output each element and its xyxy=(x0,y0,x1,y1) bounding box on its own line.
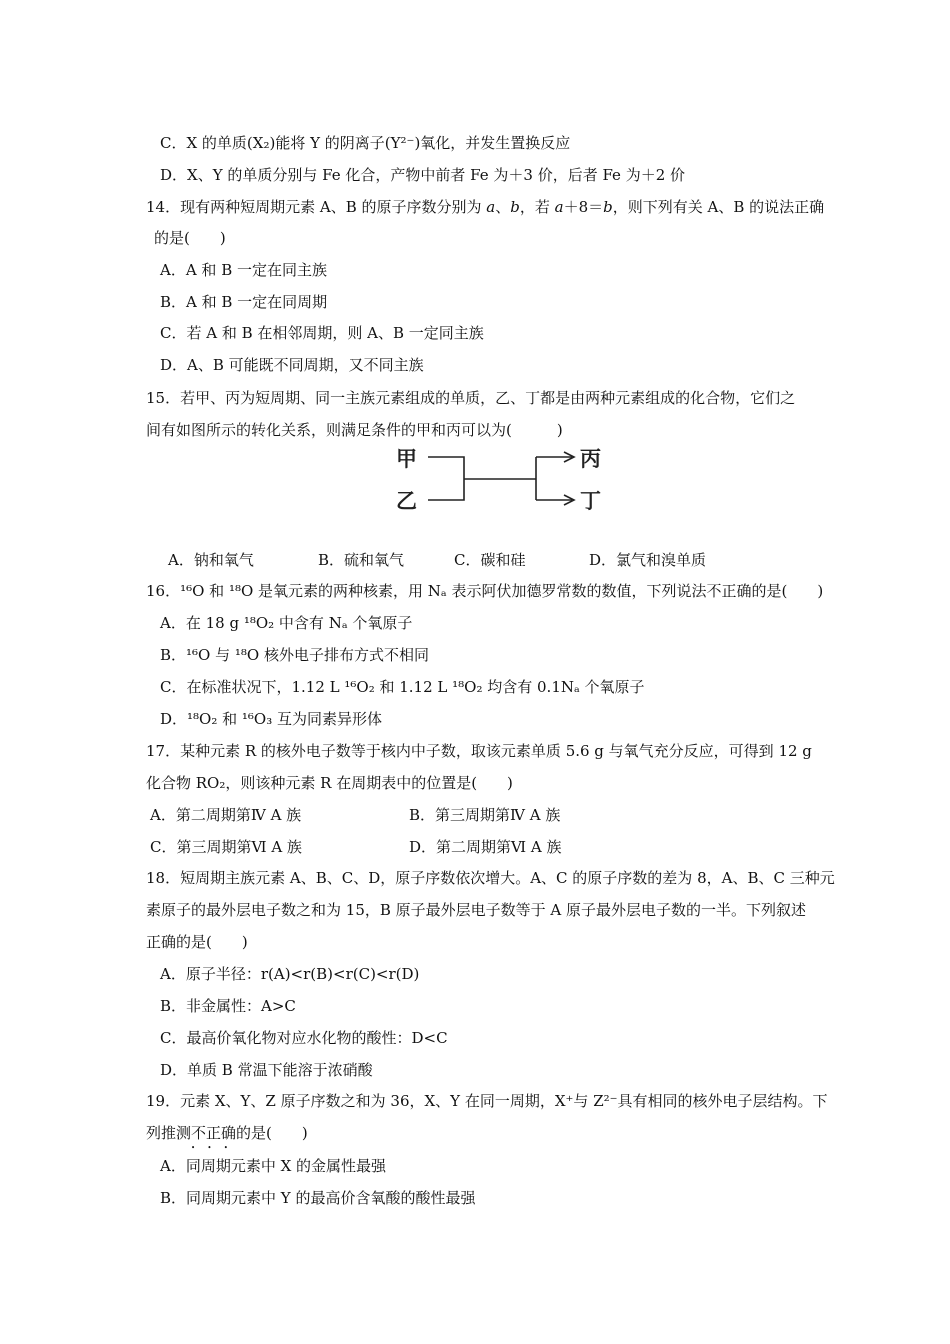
q17-option-b: B．第三周期第Ⅳ A 族 xyxy=(409,806,561,824)
q19-option-b: B．同周期元素中 Y 的最高价含氧酸的酸性最强 xyxy=(160,1189,476,1207)
q18-option-c: C．最高价氧化物对应水化物的酸性：D<C xyxy=(160,1029,448,1047)
q19-stem-line1: 19．元素 X、Y、Z 原子序数之和为 36，X、Y 在同一周期，X⁺与 Z²⁻具有相同的核外电子层结构。下 xyxy=(146,1092,828,1110)
q17-option-d: D．第二周期第Ⅵ A 族 xyxy=(409,838,562,856)
q16-option-d: D．¹⁸O₂ 和 ¹⁶O₃ 互为同素异形体 xyxy=(160,710,383,728)
q14-option-d: D．A、B 可能既不同周期，又不同主族 xyxy=(160,356,424,374)
diagram-ding: 丁 xyxy=(580,489,601,513)
q15-option-d: D．氯气和溴单质 xyxy=(589,551,707,569)
diagram-left-bracket xyxy=(428,457,464,500)
q15-stem-line1: 15．若甲、丙为短周期、同一主族元素组成的单质，乙、丁都是由两种元素组成的化合物，它们之 xyxy=(146,389,796,407)
q17-option-c: C．第三周期第Ⅵ A 族 xyxy=(150,838,302,856)
q19-stem-line2: 列推测不正确 • • •的是( ) xyxy=(146,1123,308,1143)
q14-stem-line2: 的是( ) xyxy=(154,229,226,247)
q15-conversion-diagram xyxy=(390,442,620,518)
q13-option-d: D．X、Y 的单质分别与 Fe 化合，产物中前者 Fe 为＋3 价，后者 Fe 为＋2 价 xyxy=(160,166,686,184)
diagram-yi: 乙 xyxy=(396,489,417,513)
q16-option-b: B．¹⁶O 与 ¹⁸O 核外电子排布方式不相同 xyxy=(160,646,429,664)
q19-option-a: A．同周期元素中 X 的金属性最强 xyxy=(160,1157,387,1175)
diagram-jia: 甲 xyxy=(396,447,417,471)
q18-option-a: A．原子半径：r(A)<r(B)<r(C)<r(D) xyxy=(160,965,420,983)
q16-stem: 16．¹⁶O 和 ¹⁸O 是氧元素的两种核素，用 Nₐ 表示阿伏加德罗常数的数值，下列说法不正确的是( ) xyxy=(146,582,824,600)
q17-stem-line2: 化合物 RO₂，则该种元素 R 在周期表中的位置是( ) xyxy=(146,774,513,792)
q13-option-c: C．X 的单质(X₂)能将 Y 的阴离子(Y²⁻)氧化，并发生置换反应 xyxy=(160,134,571,152)
q16-option-a: A．在 18 g ¹⁸O₂ 中含有 Nₐ 个氧原子 xyxy=(160,614,413,632)
q14-option-c: C．若 A 和 B 在相邻周期，则 A、B 一定同主族 xyxy=(160,324,484,342)
q18-option-d: D．单质 B 常温下能溶于浓硝酸 xyxy=(160,1061,373,1079)
q17-stem-line1: 17．某种元素 R 的核外电子数等于核内中子数，取该元素单质 5.6 g 与氧气充分反应，可得到 12 g xyxy=(146,742,812,760)
q18-option-b: B．非金属性：A>C xyxy=(160,997,296,1015)
q14-option-b: B．A 和 B 一定在同周期 xyxy=(160,293,328,311)
diagram-bing: 丙 xyxy=(580,447,601,471)
q17-option-a: A．第二周期第Ⅳ A 族 xyxy=(150,806,302,824)
q18-stem-line3: 正确的是( ) xyxy=(146,933,248,951)
q18-stem-line2: 素原子的最外层电子数之和为 15，B 原子最外层电子数等于 A 原子最外层电子数的一半。下列叙述 xyxy=(146,901,807,919)
q14-stem-line1: 14．现有两种短周期元素 A、B 的原子序数分别为 a、b，若 a＋8＝b，则下列有关 A、B 的说法正确 xyxy=(146,198,825,216)
q16-option-c: C．在标准状况下，1.12 L ¹⁶O₂ 和 1.12 L ¹⁸O₂ 均含有 0.1Nₐ 个氧原子 xyxy=(160,678,645,696)
q15-stem-line2: 间有如图所示的转化关系，则满足条件的甲和丙可以为( ) xyxy=(146,421,563,439)
q15-option-c: C．碳和硅 xyxy=(454,551,526,569)
q15-option-b: B．硫和氧气 xyxy=(318,551,405,569)
q15-option-a: A．钠和氧气 xyxy=(168,551,254,569)
emphasis-dotted-text: 不正确 • • • xyxy=(191,1124,236,1142)
q18-stem-line1: 18．短周期主族元素 A、B、C、D，原子序数依次增大。A、C 的原子序数的差为 8，A、B、C 三种元 xyxy=(146,869,835,887)
q14-option-a: A．A 和 B 一定在同主族 xyxy=(160,261,327,279)
